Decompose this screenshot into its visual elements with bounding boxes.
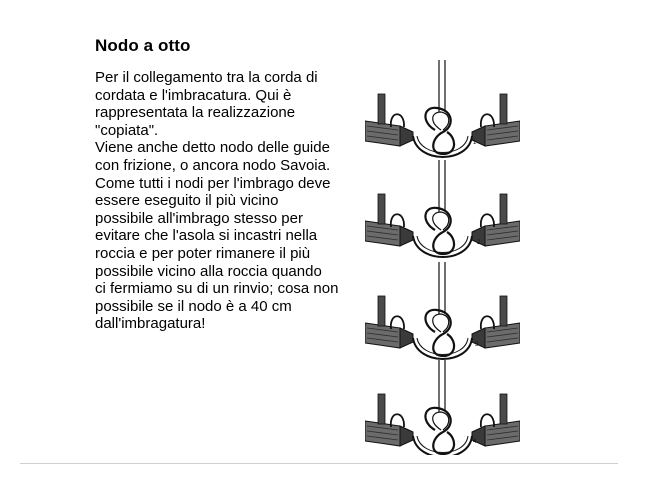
text-line: "copiata". — [95, 121, 159, 139]
text-line: Per il collegamento tra la corda di — [95, 69, 318, 86]
text-line: con frizione, o ancora nodo Savoia. — [95, 156, 331, 174]
text-line: essere eseguito il più vicino — [95, 192, 279, 210]
text-line: ci fermiamo su di un rinvio; cosa non — [95, 280, 339, 298]
text-line: roccia e per poter rimanere il più — [95, 244, 311, 262]
step-number: 4 — [473, 439, 477, 445]
knot-step-4 — [365, 360, 520, 455]
text-line: Viene anche detto nodo delle guide — [95, 139, 330, 157]
description-text — [95, 69, 365, 333]
knot-step-3 — [365, 262, 520, 359]
text-line: possibile se il nodo è a 40 cm — [95, 297, 292, 315]
text-line: rappresentata la realizzazione — [95, 104, 296, 122]
knot-illustration — [365, 40, 520, 455]
text-line: possibile all'imbrago stesso per — [95, 209, 303, 227]
text-line: dall'imbragatura! — [95, 315, 206, 333]
bottom-divider — [20, 463, 618, 464]
text-line: cordata e l'imbracatura. Qui è — [95, 86, 292, 104]
page-title: Nodo a otto — [95, 36, 191, 55]
text-line: evitare che l'asola si incastri nella — [95, 227, 318, 245]
step-number: 2 — [477, 240, 481, 246]
step-number: 1 — [473, 140, 477, 146]
text-line: possibile vicino alla roccia quando — [95, 262, 322, 280]
knot-step-1 — [365, 60, 520, 157]
step-number: 3 — [475, 342, 479, 348]
knot-step-2 — [365, 160, 520, 257]
text-line: Come tutti i nodi per l'imbrago deve — [95, 174, 331, 192]
